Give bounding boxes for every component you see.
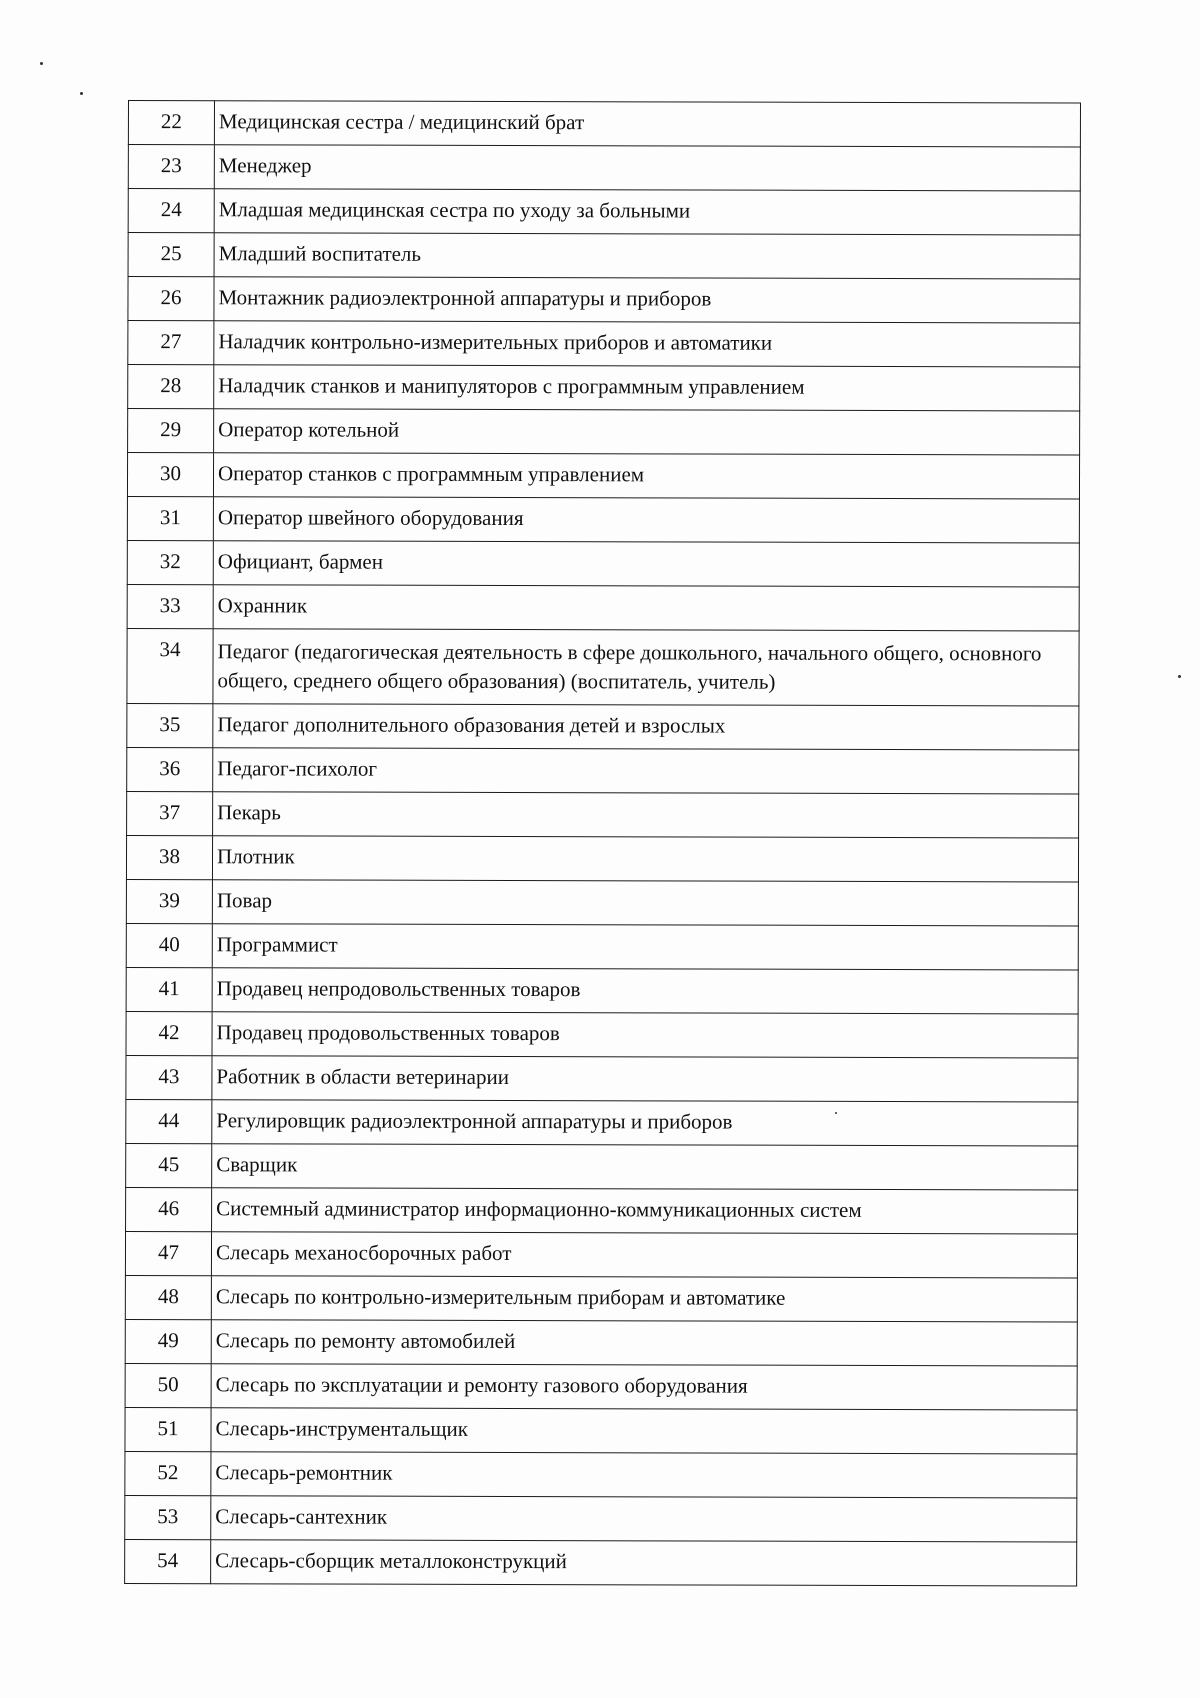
- row-number-cell: 45: [126, 1143, 212, 1187]
- profession-name-cell: Слесарь-инструментальщик: [211, 1408, 1077, 1454]
- profession-name-cell: Пекарь: [213, 792, 1079, 838]
- scan-speck: [1178, 675, 1181, 678]
- row-number-cell: 46: [126, 1187, 212, 1231]
- table-row: [128, 277, 1080, 323]
- row-number-cell: 27: [128, 321, 214, 365]
- table-row: [125, 1407, 1077, 1453]
- row-number-cell: 35: [127, 703, 213, 747]
- profession-name-cell: Продавец продовольственных товаров: [212, 1012, 1078, 1058]
- profession-name-cell: Сварщик: [212, 1144, 1078, 1190]
- table-row: [126, 1055, 1078, 1101]
- table-row: [128, 365, 1080, 411]
- row-number-cell: 32: [127, 540, 213, 584]
- row-number-cell: 40: [126, 923, 212, 967]
- table-row: [126, 1143, 1078, 1189]
- row-number-cell: 24: [128, 189, 214, 233]
- profession-name-cell: Слесарь-сборщик металлоконструкций: [211, 1540, 1077, 1586]
- profession-name-cell: Регулировщик радиоэлектронной аппаратуры и приборов: [212, 1100, 1078, 1146]
- scan-speck: [80, 92, 83, 95]
- profession-name-cell: Менеджер: [214, 145, 1080, 191]
- profession-name-cell: Медицинская сестра / медицинский брат: [214, 101, 1080, 147]
- row-number-cell: 39: [126, 879, 212, 923]
- table-row: [125, 1275, 1077, 1321]
- row-number-cell: 28: [128, 365, 214, 409]
- profession-name-cell: Наладчик станков и манипуляторов с программным управлением: [214, 365, 1080, 411]
- row-number-cell: 36: [127, 747, 213, 791]
- profession-name-cell: Программист: [212, 924, 1078, 970]
- row-number-cell: 34: [127, 628, 213, 703]
- profession-name-cell: Слесарь-сантехник: [211, 1496, 1077, 1542]
- profession-name-cell: Системный администратор информационно-коммуникационных систем: [212, 1188, 1078, 1234]
- profession-name-cell: Слесарь по контрольно-измерительным приборам и автоматике: [211, 1276, 1077, 1322]
- profession-name-cell: Педагог (педагогическая деятельность в сфере дошкольного, начального общего, основного общего, среднего общего образования) (воспитатель, учитель): [213, 629, 1079, 706]
- table-row: [126, 879, 1078, 925]
- table-row: [126, 835, 1078, 881]
- table-row: [125, 1539, 1077, 1585]
- profession-name-cell: Работник в области ветеринарии: [212, 1056, 1078, 1102]
- row-number-cell: 54: [125, 1539, 211, 1583]
- profession-name-cell: Монтажник радиоэлектронной аппаратуры и приборов: [214, 277, 1080, 323]
- table-body: [125, 101, 1081, 1586]
- profession-name-cell: Повар: [212, 880, 1078, 926]
- profession-name-cell: Продавец непродовольственных товаров: [212, 968, 1078, 1014]
- profession-name-cell: Младшая медицинская сестра по уходу за больными: [214, 189, 1080, 235]
- table-row: [128, 189, 1080, 235]
- table-container: [124, 100, 1081, 1586]
- row-number-cell: 48: [125, 1275, 211, 1319]
- scan-speck: [40, 62, 43, 65]
- profession-name-cell: Оператор швейного оборудования: [213, 497, 1079, 543]
- table-row: [125, 1451, 1077, 1497]
- profession-name-cell: Слесарь по ремонту автомобилей: [211, 1320, 1077, 1366]
- row-number-cell: 26: [128, 277, 214, 321]
- table-row: [126, 923, 1078, 969]
- row-number-cell: 42: [126, 1011, 212, 1055]
- row-number-cell: 37: [127, 791, 213, 835]
- row-number-cell: 47: [125, 1231, 211, 1275]
- profession-name-cell: Охранник: [213, 585, 1079, 631]
- profession-name-cell: Педагог дополнительного образования детей и взрослых: [213, 704, 1079, 750]
- row-number-cell: 51: [125, 1407, 211, 1451]
- profession-name-cell: Оператор станков с программным управлением: [213, 453, 1079, 499]
- row-number-cell: 52: [125, 1451, 211, 1495]
- table-row: [128, 101, 1080, 147]
- table-row: [128, 409, 1080, 455]
- row-number-cell: 44: [126, 1099, 212, 1143]
- row-number-cell: 31: [127, 496, 213, 540]
- row-number-cell: 23: [128, 145, 214, 189]
- profession-name-cell: Слесарь-ремонтник: [211, 1452, 1077, 1498]
- row-number-cell: 43: [126, 1055, 212, 1099]
- table-row: [127, 791, 1079, 837]
- row-number-cell: 49: [125, 1319, 211, 1363]
- row-number-cell: 33: [127, 584, 213, 628]
- row-number-cell: 41: [126, 967, 212, 1011]
- table-row: [128, 321, 1080, 367]
- table-row: [127, 628, 1079, 705]
- table-row: [127, 703, 1079, 749]
- row-number-cell: 29: [128, 409, 214, 453]
- profession-name-cell: Младший воспитатель: [214, 233, 1080, 279]
- table-row: [128, 233, 1080, 279]
- table-row: [126, 1187, 1078, 1233]
- table-row: [125, 1495, 1077, 1541]
- table-row: [127, 584, 1079, 630]
- table-row: [125, 1319, 1077, 1365]
- table-row: [128, 145, 1080, 191]
- table-row: [127, 453, 1079, 499]
- row-number-cell: 30: [127, 453, 213, 497]
- row-number-cell: 53: [125, 1495, 211, 1539]
- table-row: [127, 496, 1079, 542]
- profession-name-cell: Наладчик контрольно-измерительных приборов и автоматики: [214, 321, 1080, 367]
- profession-name-cell: Слесарь механосборочных работ: [211, 1232, 1077, 1278]
- profession-name-cell: Официант, бармен: [213, 541, 1079, 587]
- table-row: [127, 540, 1079, 586]
- table-row: [127, 747, 1079, 793]
- profession-name-cell: Оператор котельной: [214, 409, 1080, 455]
- row-number-cell: 22: [128, 101, 214, 145]
- row-number-cell: 50: [125, 1363, 211, 1407]
- table-row: [125, 1231, 1077, 1277]
- row-number-cell: 38: [126, 835, 212, 879]
- profession-name-cell: Плотник: [212, 836, 1078, 882]
- profession-name-cell: Слесарь по эксплуатации и ремонту газового оборудования: [211, 1364, 1077, 1410]
- table-row: [126, 1099, 1078, 1145]
- table-row: [126, 1011, 1078, 1057]
- table-row: [125, 1363, 1077, 1409]
- row-number-cell: 25: [128, 233, 214, 277]
- table-row: [126, 967, 1078, 1013]
- professions-table: [124, 100, 1081, 1586]
- profession-name-cell: Педагог-психолог: [213, 748, 1079, 794]
